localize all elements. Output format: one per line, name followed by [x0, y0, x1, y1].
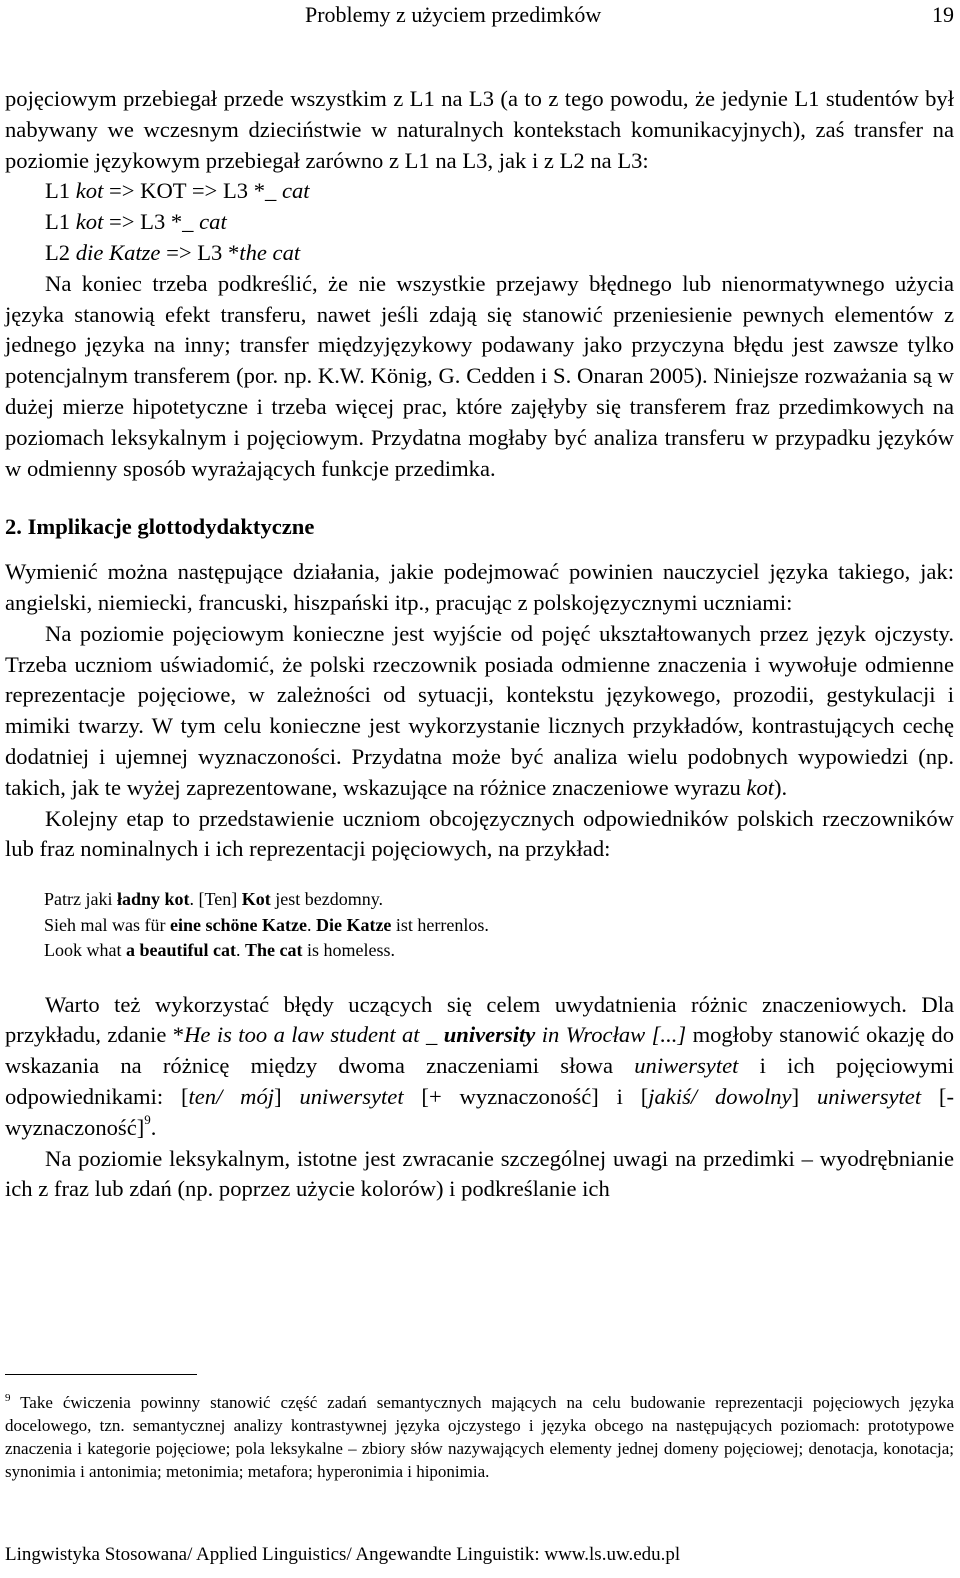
footnote-text: Take ćwiczenia powinny stanowić część zadań semantycznych mających na celu budowanie reprezentacji pojęciowych języka docelowego, tzn. semantycznej analizy kontrastywnej języka ojczystego i języka obcego na następujących poziomach: prototypowe znaczenia i kategorie pojęciowe; pola leksykalne – zbiory słów nazywających elementy jednej domeny pojęciowej; denotacja, konotacja; synonimia i antonimia; metonimia; metafora; hyperonimia i hiponimia. [5, 1393, 954, 1481]
italic-term: uniwersytet [299, 1084, 404, 1110]
footnote [5, 1391, 954, 1483]
page-footer: Lingwistyka Stosowana/ Applied Linguistics/ Angewandte Linguistik: www.ls.uw.edu.pl [5, 1544, 681, 1565]
example-text: L1 [45, 209, 76, 235]
example-text: ist herrenlos. [391, 914, 489, 935]
section-heading [5, 512, 954, 543]
paragraph: Kolejny etap to przedstawienie uczniom obcojęzycznych odpowiedników polskich rzeczowników lub fraz nominalnych i ich reprezentacji pojęciowych, na przykład: [5, 805, 954, 862]
paragraph-text: Warto też wykorzystać błędy uczących się celem uwydatnienia różnic znaczeniowych. Dla przykładu, zdanie * [5, 991, 954, 1048]
example-bold: a beautiful cat [125, 940, 236, 961]
example-sentence [44, 938, 954, 964]
example-text: Patrz jaki [44, 889, 117, 910]
example-text: . [235, 940, 245, 961]
example-list-2 [5, 887, 954, 964]
paragraph-text: mogłoby stanowić okazję do wskazania na różnicę między dwoma znaczeniami słowa [5, 1022, 954, 1079]
example-italic: cat [281, 178, 310, 204]
example-bold: Kot [241, 889, 271, 910]
example-text: . [306, 914, 316, 935]
section-title: Implikacje glottodydaktyczne [27, 514, 315, 540]
example-italic: die Katze [75, 239, 161, 265]
running-header [5, 0, 954, 30]
example-bold: ładny kot [116, 889, 190, 910]
paragraph: pojęciowym przebiegał przede wszystkim z L1 na L3 (a to z tego powodu, że jedynie L1 studentów był nabywany we wczesnym dzieciństwie w naturalnych kontekstach komunikacyjnych), zaś transfer na poziomie językowym przebiegał zarówno z L1 na L3, jak i z L2 na L3: [5, 86, 954, 173]
example-italic: the cat [239, 239, 301, 265]
footnote-divider [5, 1374, 197, 1375]
italic-term: in Wrocław [...] [535, 1022, 687, 1048]
main-text [5, 84, 954, 1205]
example-sentence [44, 887, 954, 913]
page-number: 19 [932, 2, 954, 27]
paragraph-text: [+ wyznaczoność] i [ [403, 1084, 649, 1110]
example-text: => L3 *_ [103, 209, 200, 235]
footnote-reference[interactable]: 9 [144, 1111, 151, 1127]
example-text: . [Ten] [189, 889, 242, 910]
example-italic: cat [199, 209, 227, 235]
example-line [5, 176, 954, 207]
italic-term: ten/ mój [188, 1084, 275, 1110]
paragraph [5, 990, 954, 1144]
italic-term: uniwersytet [634, 1053, 739, 1079]
example-text: L2 [45, 239, 76, 265]
paragraph-text: ). [774, 774, 788, 800]
section-number: 2. [5, 514, 28, 540]
example-text: => KOT => L3 *_ [103, 178, 282, 204]
example-line [5, 207, 954, 238]
italic-term: kot [746, 774, 775, 800]
italic-term: jakiś/ dowolny [648, 1084, 792, 1110]
paragraph: Wymienić można następujące działania, jakie podejmować powinien nauczyciel języka takiego, jak: angielski, niemiecki, francuski, hiszpański itp., pracując z polskojęzycznymi uczniami: [5, 559, 954, 615]
example-text: L1 [45, 178, 76, 204]
paragraph-text: ] [791, 1084, 817, 1110]
example-bold: eine schöne Katze [169, 914, 307, 935]
paragraph-text: i ich pojęciowymi odpowiednikami: [ [5, 1053, 954, 1110]
paragraph-text: . [150, 1114, 157, 1140]
paragraph [5, 619, 954, 804]
running-title: Problemy z użyciem przedimków [305, 2, 602, 27]
example-italic: kot [75, 209, 104, 235]
example-text: => L3 * [160, 239, 240, 265]
italic-term: He is too a law student at _ [184, 1022, 444, 1048]
paragraph-text: [- wyznaczoność] [5, 1084, 954, 1140]
example-text: Sieh mal was für [44, 914, 170, 935]
example-sentence [44, 913, 954, 939]
paragraph-text: Na poziomie pojęciowym konieczne jest wyjście od pojęć ukształtowanych przez język ojczysty. Trzeba uczniom uświadomić, że polski rzeczownik posiada odmienne znaczenia i wywołuje odmienne reprezentacje pojęciowe, w zależności od sytuacji, kontekstu językowego, prozodii, gestykulacji i mimiki twarzy. W tym celu konieczne jest wykorzystanie licznych przykładów, kontrastujących cechę dodatniej i ujemnej wyznaczoności. Przydatna może być analiza wielu podobnych wypowiedzi (np. takich, jak te wyżej zaprezentowane, wskazujące na różnice znaczeniowe wyrazu [5, 620, 954, 800]
footnote-marker: 9 [5, 1392, 11, 1404]
example-text: jest bezdomny. [270, 889, 384, 910]
bold-italic-term: university [443, 1022, 536, 1048]
example-text: is homeless. [302, 940, 395, 961]
paragraph-text: ] [274, 1084, 300, 1110]
paragraph: Na poziomie leksykalnym, istotne jest zwracanie szczególnej uwagi na przedimki – wyodrębnianie ich z fraz lub zdań (np. poprzez użycie kolorów) i podkreślanie ich [5, 1145, 954, 1202]
example-bold: Die Katze [315, 914, 392, 935]
example-text: Look what [44, 940, 126, 961]
example-italic: kot [75, 178, 104, 204]
italic-term: uniwersytet [816, 1084, 922, 1110]
paragraph: Na koniec trzeba podkreślić, że nie wszystkie przejawy błędnego lub nienormatywnego użycia języka stanowią efekt transferu, nawet jeśli zdają się stanowić przeniesienie pewnych elementów z jednego języka na inny; transfer międzyjęzykowy podawany jako przyczyna błędu jest zawsze tylko potencjalnym transferem (por. np. K.W. König, G. Cedden i S. Onaran 2005). Niniejsze rozważania są w dużej mierze hipotetyczne i trzeba więcej prac, które zajęłyby się transferem fraz przedimkowych na poziomach leksykalnym i pojęciowym. Przydatna mogłaby być analiza transferu w przypadku języków w odmienny sposób wyrażających funkcje przedimka. [5, 270, 954, 481]
example-line [5, 238, 954, 269]
example-list-1 [5, 176, 954, 268]
example-bold: The cat [244, 940, 303, 961]
